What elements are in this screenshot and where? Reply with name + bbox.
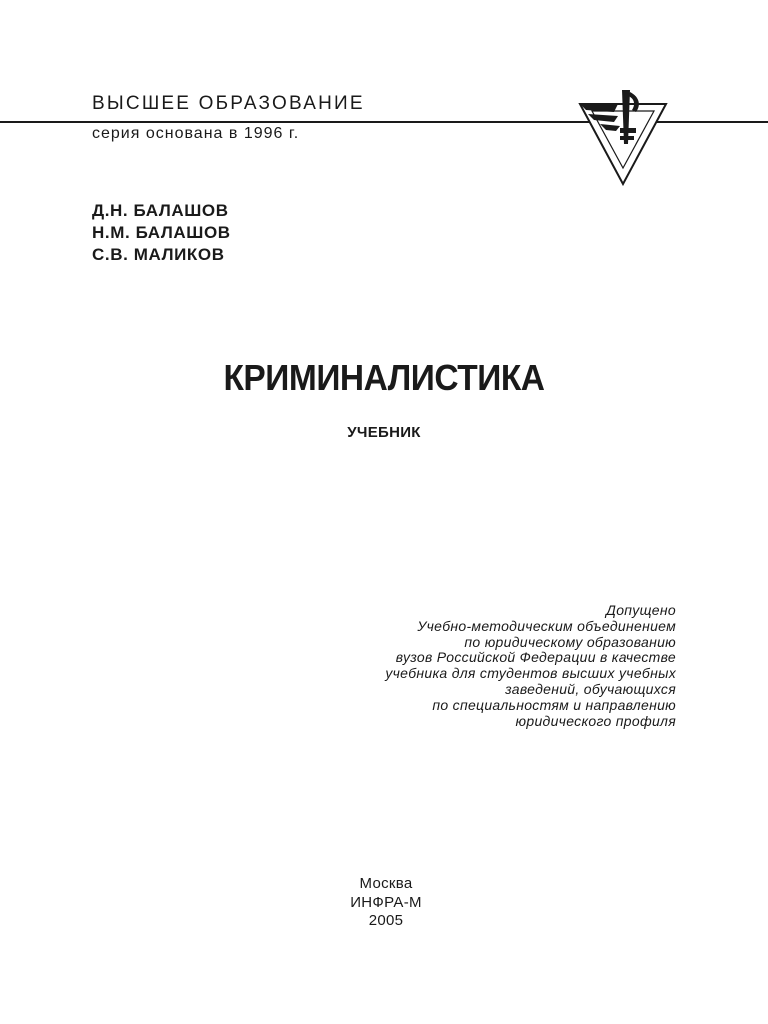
approval-line: учебника для студентов высших учебных — [385, 665, 676, 682]
publisher-logo-icon — [578, 84, 668, 186]
logo-torch-band — [620, 128, 636, 133]
imprint-year: 2005 — [368, 912, 404, 929]
logo-torch-band-2 — [620, 136, 634, 140]
approval-line: Учебно-методическим объединением — [417, 617, 676, 634]
book-type: УЧЕБНИК — [347, 424, 421, 441]
author-name: Н.М. БАЛАШОВ — [92, 223, 231, 242]
approval-line: по специальностям и направлению — [432, 696, 676, 713]
author-name: Д.Н. БАЛАШОВ — [92, 201, 229, 220]
approval-line: вузов Российской Федерации в качестве — [395, 649, 676, 666]
author-name: С.В. МАЛИКОВ — [92, 245, 225, 264]
imprint — [2, 875, 768, 931]
approval-statement — [385, 603, 676, 729]
series-title: ВЫСШЕЕ ОБРАЗОВАНИЕ — [92, 93, 365, 114]
imprint-city: Москва — [359, 875, 413, 892]
imprint-publisher: ИНФРА-М — [350, 893, 422, 911]
approval-line: по юридическому образованию — [464, 633, 676, 650]
approval-line: юридического профиля — [515, 712, 676, 729]
authors-list — [92, 200, 231, 266]
approval-line: заведений, обучающихся — [505, 680, 676, 697]
book-title: КРИМИНАЛИСТИКА — [223, 357, 545, 398]
approval-line: Допущено — [606, 602, 676, 618]
series-note: серия основана в 1996 г. — [92, 125, 300, 142]
